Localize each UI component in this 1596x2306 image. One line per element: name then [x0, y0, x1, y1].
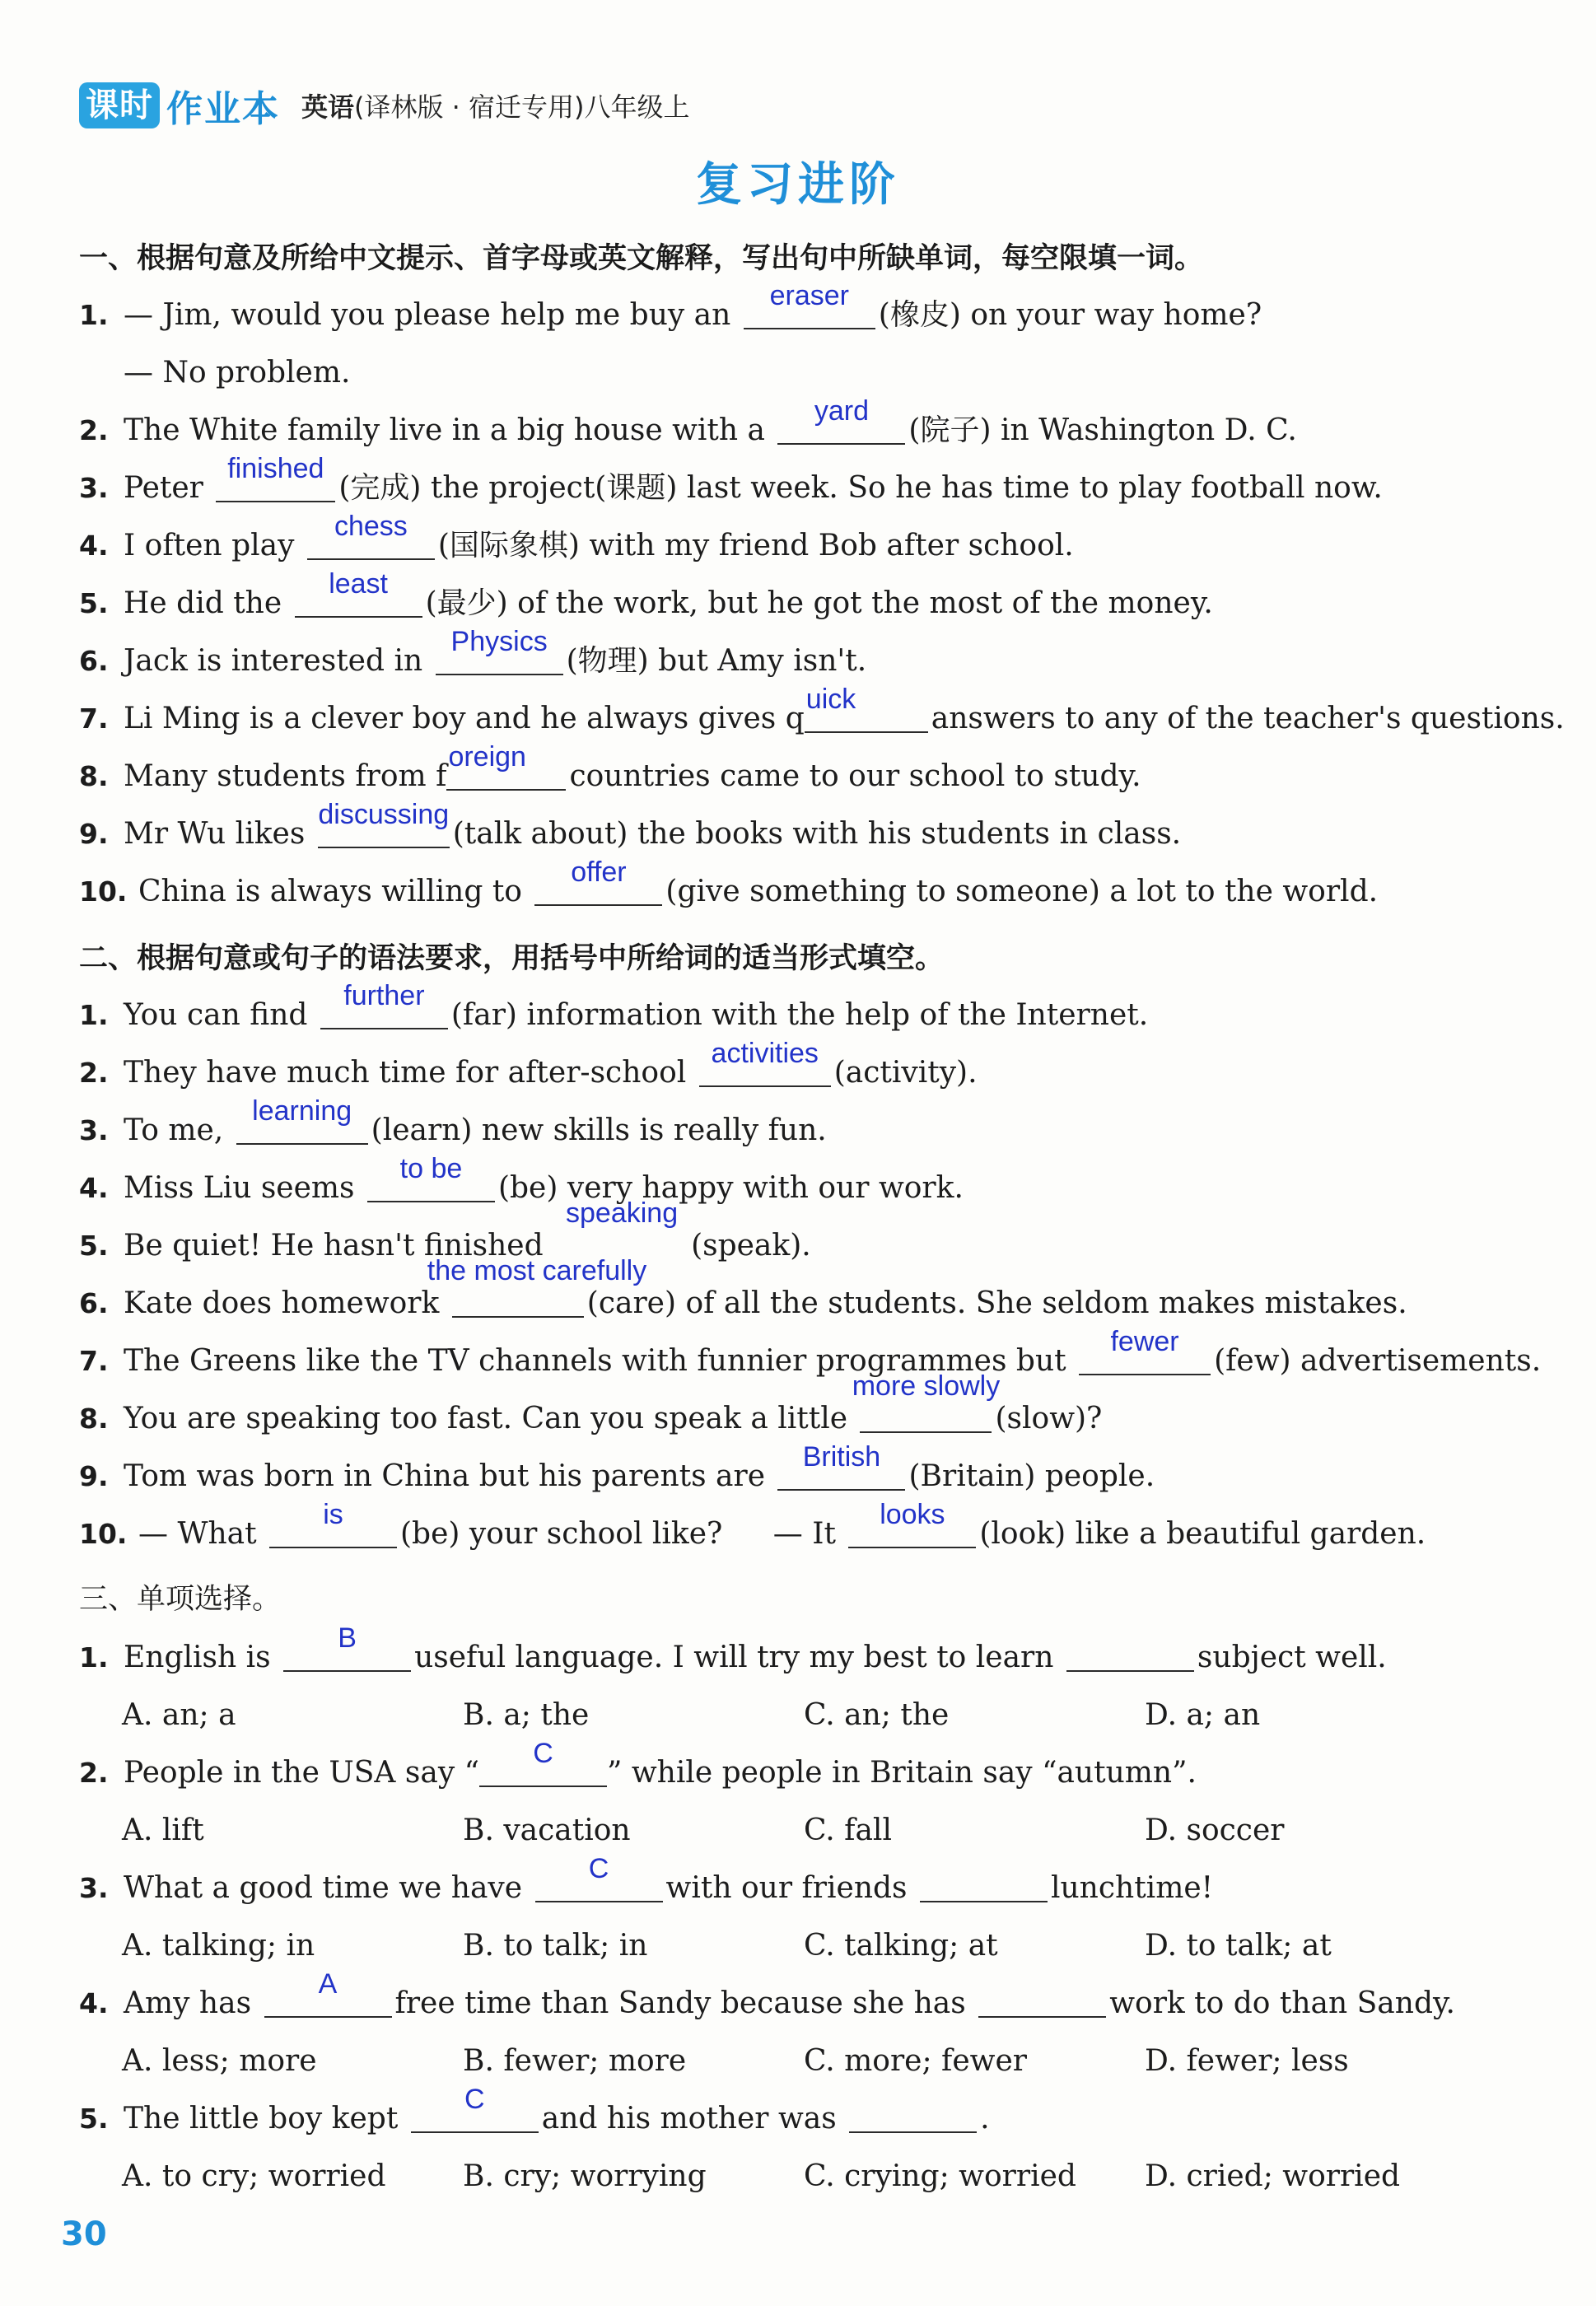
- question-text: Many students from f: [124, 759, 447, 793]
- s2-q1: [79, 980, 1149, 1036]
- answer: the most carefully: [427, 1255, 647, 1286]
- answer-blank[interactable]: [427, 1255, 647, 1318]
- answer: discussing: [318, 799, 450, 830]
- page-number: 30: [61, 2215, 107, 2253]
- option-b[interactable]: B. cry; worrying: [463, 2159, 707, 2193]
- question-text: Be quiet! He hasn't finished: [124, 1229, 544, 1263]
- s1-q5: [79, 568, 1213, 624]
- question-number: 5.: [79, 2103, 109, 2135]
- answer-blank[interactable]: [849, 2098, 977, 2133]
- answer-blank[interactable]: [777, 1441, 905, 1491]
- question-text: (learn) new skills is really fun.: [371, 1113, 827, 1147]
- s2-q7: [79, 1326, 1542, 1382]
- page-title: 复习进阶: [696, 158, 900, 212]
- option-b[interactable]: B. a; the: [463, 1698, 590, 1732]
- answer-blank[interactable]: [852, 1370, 1001, 1433]
- s2-q9: [79, 1441, 1155, 1497]
- option-c[interactable]: C. talking; at: [804, 1929, 998, 1963]
- answer-blank[interactable]: [805, 684, 928, 733]
- question-number: 4.: [79, 1172, 109, 1204]
- option-d[interactable]: D. to talk; at: [1145, 1929, 1332, 1963]
- header-subject: [301, 86, 690, 124]
- question-text: .: [980, 2102, 990, 2136]
- logo: [79, 82, 280, 129]
- question-number: 10.: [79, 1518, 128, 1550]
- question-text: You can find: [124, 998, 308, 1032]
- answer: offer: [571, 857, 627, 888]
- question-text: Li Ming is a clever boy and he always gives q: [124, 702, 805, 735]
- answer: fewer: [1110, 1326, 1179, 1357]
- s3-q2: [79, 1738, 1197, 1794]
- option-b[interactable]: B. vacation: [463, 1814, 631, 1847]
- answer-blank[interactable]: [1066, 1637, 1194, 1672]
- question-text: (be) your school like?: [400, 1517, 723, 1551]
- option-b[interactable]: B. to talk; in: [463, 1929, 648, 1963]
- question-text: free time than Sandy because she has: [394, 1986, 966, 2020]
- answer-blank[interactable]: [479, 1738, 607, 1787]
- s1-q9: [79, 799, 1182, 855]
- answer-blank[interactable]: [236, 1095, 368, 1145]
- option-d[interactable]: D. soccer: [1145, 1814, 1285, 1847]
- question-text: English is: [124, 1641, 271, 1674]
- question-text: They have much time for after-school: [124, 1056, 687, 1090]
- question-number: 9.: [79, 1460, 109, 1492]
- question-number: 7.: [79, 1345, 109, 1377]
- question-number: 1.: [79, 999, 109, 1031]
- question-number: 1.: [79, 299, 109, 331]
- question-text: (slow)?: [995, 1402, 1103, 1435]
- s2-q3: [79, 1095, 827, 1151]
- answer-blank[interactable]: [744, 280, 875, 329]
- question-number: 8.: [79, 760, 109, 792]
- question-number: 2.: [79, 1057, 109, 1089]
- answer-blank[interactable]: [411, 2084, 539, 2133]
- question-text: answers to any of the teacher's questions.: [931, 702, 1565, 735]
- question-text: — Jim, would you please help me buy an: [124, 298, 731, 332]
- question-text: (完成) the project(课题) last week. So he has time to play football now.: [338, 471, 1383, 505]
- answer-blank[interactable]: [283, 1622, 411, 1672]
- question-text: (be) very happy with our work.: [497, 1171, 964, 1205]
- question-text: To me,: [124, 1113, 224, 1147]
- answer: speaking: [566, 1197, 679, 1229]
- answer: British: [802, 1441, 881, 1473]
- logo-mark: 课时: [79, 82, 160, 128]
- answer: is: [323, 1499, 343, 1530]
- option-a[interactable]: A. to cry; worried: [122, 2159, 386, 2193]
- question-text: work to do than Sandy.: [1109, 1986, 1456, 2020]
- question-text: (国际象棋) with my friend Bob after school.: [437, 529, 1074, 562]
- question-text: (care) of all the students. She seldom makes mistakes.: [586, 1286, 1407, 1320]
- answer-blank[interactable]: [320, 980, 448, 1029]
- question-text: (院子) in Washington D. C.: [908, 413, 1297, 447]
- question-text: (speak).: [691, 1229, 811, 1263]
- s3-q4: [79, 1968, 1456, 2024]
- option-c[interactable]: C. an; the: [804, 1698, 950, 1732]
- s1-q2: [79, 395, 1297, 451]
- answer-blank[interactable]: [920, 1868, 1048, 1902]
- answer: A: [318, 1968, 338, 2000]
- question-text: Amy has: [124, 1986, 252, 2020]
- s1-q3: [79, 453, 1383, 509]
- section2-heading: 二、根据句意或句子的语法要求，用括号中所给词的适当形式填空。: [79, 942, 945, 975]
- s2-q8: [79, 1370, 1103, 1440]
- question-number: 2.: [79, 414, 109, 446]
- answer-blank[interactable]: [1079, 1326, 1211, 1375]
- header: [79, 81, 690, 130]
- answer-blank[interactable]: [978, 1983, 1106, 2018]
- question-text: subject well.: [1197, 1641, 1387, 1674]
- question-number: 8.: [79, 1403, 109, 1435]
- answer: Physics: [450, 626, 548, 657]
- option-c[interactable]: C. more; fewer: [804, 2044, 1028, 2078]
- question-text: countries came to our school to study.: [569, 759, 1141, 793]
- question-text: People in the USA say “: [124, 1756, 479, 1790]
- s2-q4: [79, 1153, 964, 1209]
- option-b[interactable]: B. fewer; more: [463, 2044, 687, 2078]
- question-number: 9.: [79, 818, 109, 850]
- s1-q1: [79, 280, 1262, 336]
- s1-q1-reply: — No problem.: [124, 356, 351, 390]
- question-text: (look) like a beautiful garden.: [979, 1517, 1426, 1551]
- question-number: 1.: [79, 1641, 109, 1673]
- s2-q6: [79, 1255, 1407, 1324]
- answer-blank[interactable]: [777, 395, 905, 445]
- answer-blank[interactable]: [307, 511, 435, 560]
- answer-blank[interactable]: [264, 1968, 392, 2018]
- answer: activities: [711, 1038, 819, 1069]
- question-number: 2.: [79, 1757, 109, 1789]
- question-number: 4.: [79, 530, 109, 562]
- question-text: You are speaking too fast. Can you speak a little: [124, 1402, 848, 1435]
- option-a[interactable]: A. lift: [122, 1814, 204, 1847]
- question-text: with our friends: [665, 1871, 908, 1905]
- s1-q7: [79, 684, 1565, 740]
- answer-blank[interactable]: [295, 568, 422, 618]
- section1-heading: 一、根据句意及所给中文提示、首字母或英文解释，写出句中所缺单词，每空限填一词。: [79, 242, 1204, 275]
- question-text: (talk about) the books with his students in class.: [452, 817, 1182, 851]
- option-d[interactable]: D. fewer; less: [1145, 2044, 1349, 2078]
- question-text: China is always willing to: [138, 875, 522, 908]
- question-text: (最少) of the work, but he got the most of the money.: [425, 586, 1213, 620]
- question-text: Tom was born in China but his parents are: [124, 1459, 766, 1493]
- option-a[interactable]: A. an; a: [122, 1698, 236, 1732]
- question-text: I often play: [124, 529, 295, 562]
- question-text: (give something to someone) a lot to the world.: [665, 875, 1379, 908]
- subject-label: 英语: [301, 91, 355, 123]
- answer: yard: [814, 395, 869, 427]
- s3-q1: [79, 1622, 1387, 1678]
- question-text: Peter: [124, 471, 203, 505]
- answer: oreign: [448, 741, 526, 773]
- answer-blank[interactable]: [535, 1853, 663, 1902]
- question-text: (橡皮) on your way home?: [878, 298, 1262, 332]
- option-c[interactable]: C. crying; worried: [804, 2159, 1076, 2193]
- s3-q3: [79, 1853, 1214, 1909]
- answer: chess: [334, 511, 408, 542]
- question-text: Miss Liu seems: [124, 1171, 355, 1205]
- question-text: and his mother was: [541, 2102, 837, 2136]
- option-d[interactable]: D. a; an: [1145, 1698, 1261, 1732]
- option-c[interactable]: C. fall: [804, 1814, 892, 1847]
- question-text: — What: [138, 1517, 257, 1551]
- question-text: Kate does homework: [124, 1286, 440, 1320]
- answer-blank[interactable]: [848, 1499, 976, 1548]
- question-text: — It: [772, 1517, 836, 1551]
- s1-q8: [79, 741, 1141, 797]
- question-text: What a good time we have: [124, 1871, 523, 1905]
- answer-blank[interactable]: [318, 799, 450, 848]
- answer-blank[interactable]: [367, 1153, 495, 1202]
- answer: looks: [880, 1499, 945, 1530]
- answer-blank[interactable]: [699, 1038, 831, 1087]
- question-text: (few) advertisements.: [1214, 1344, 1542, 1378]
- s2-q10: [79, 1499, 1426, 1555]
- logo-text: 作业本: [166, 88, 280, 130]
- question-text: The White family live in a big house with a: [124, 413, 765, 447]
- question-text: lunchtime!: [1050, 1871, 1214, 1905]
- s1-q4: [79, 511, 1074, 567]
- s3-q5: [79, 2084, 990, 2140]
- answer: uick: [805, 684, 856, 715]
- question-text: He did the: [124, 586, 282, 620]
- question-number: 6.: [79, 645, 109, 677]
- answer-blank[interactable]: [446, 741, 566, 791]
- option-a[interactable]: A. less; more: [122, 2044, 317, 2078]
- answer-blank[interactable]: [269, 1499, 397, 1548]
- answer: finished: [227, 453, 324, 484]
- question-number: 7.: [79, 703, 109, 735]
- answer: C: [588, 1853, 609, 1884]
- question-number: 4.: [79, 1987, 109, 2019]
- question-number: 10.: [79, 875, 128, 908]
- question-number: 3.: [79, 1114, 109, 1146]
- answer: further: [343, 980, 425, 1011]
- question-text: (物理) but Amy isn't.: [566, 644, 867, 678]
- question-number: 6.: [79, 1287, 109, 1319]
- question-text: (far) information with the help of the Internet.: [450, 998, 1149, 1032]
- answer-blank[interactable]: [436, 626, 563, 675]
- answer-blank[interactable]: [216, 453, 335, 502]
- s1-q6: [79, 626, 867, 682]
- question-text: ” while people in Britain say “autumn”.: [607, 1756, 1197, 1790]
- answer: more slowly: [852, 1370, 1001, 1402]
- question-number: 5.: [79, 1230, 109, 1262]
- question-text: The little boy kept: [124, 2102, 399, 2136]
- option-a[interactable]: A. talking; in: [122, 1929, 315, 1963]
- question-number: 5.: [79, 587, 109, 619]
- question-text: The Greens like the TV channels with funnier programmes but: [124, 1344, 1066, 1378]
- question-text: Mr Wu likes: [124, 817, 306, 851]
- answer: B: [338, 1622, 357, 1654]
- question-text: (Britain) people.: [908, 1459, 1155, 1493]
- answer: eraser: [769, 280, 849, 311]
- question-number: 3.: [79, 1872, 109, 1904]
- option-d[interactable]: D. cried; worried: [1145, 2159, 1401, 2193]
- question-text: (activity).: [833, 1056, 978, 1090]
- answer: least: [329, 568, 389, 600]
- edition-label: (译林版 · 宿迁专用)八年级上: [354, 91, 690, 123]
- question-text: Jack is interested in: [124, 644, 423, 678]
- answer: C: [464, 2084, 485, 2115]
- section3-heading: 三、单项选择。: [79, 1583, 282, 1616]
- s2-q2: [79, 1038, 978, 1094]
- answer: to be: [399, 1153, 463, 1184]
- question-text: useful language. I will try my best to learn: [414, 1641, 1054, 1674]
- answer: learning: [252, 1095, 352, 1127]
- answer: C: [533, 1738, 553, 1769]
- answer-blank[interactable]: [534, 857, 662, 906]
- question-number: 3.: [79, 472, 109, 504]
- s1-q10: [79, 857, 1379, 913]
